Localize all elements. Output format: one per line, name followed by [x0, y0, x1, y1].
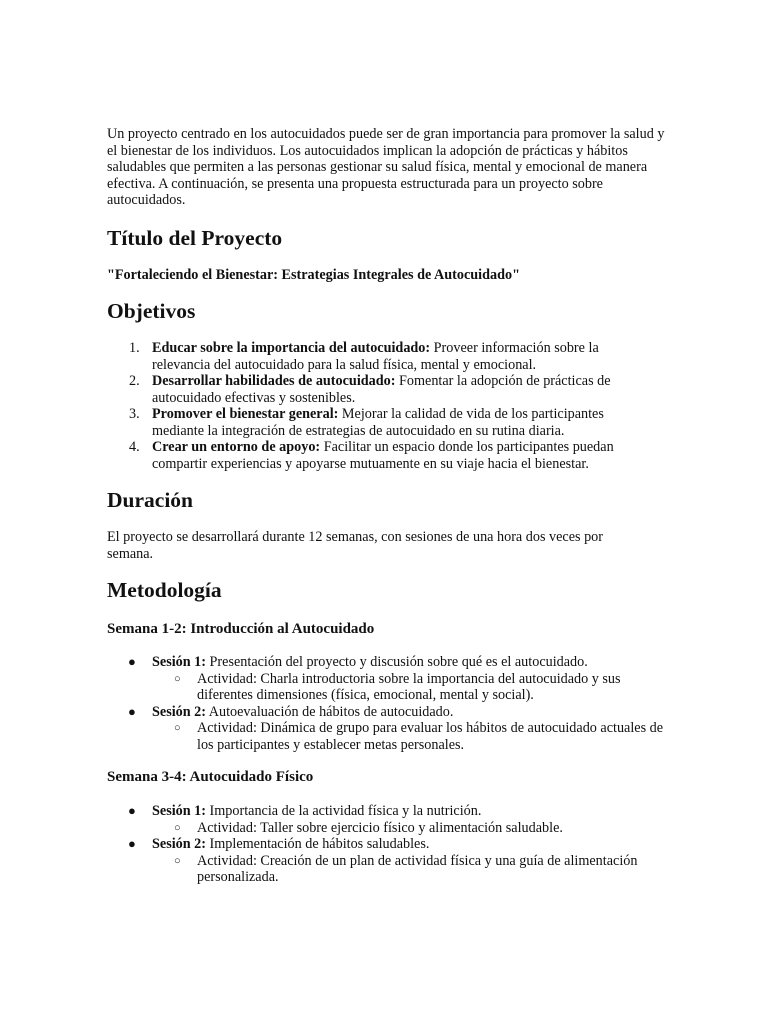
- objective-text: Mejorar la calidad de vida de los participantes mediante la integración de estrategias de autocuidado en su rutina diaria.: [152, 406, 604, 439]
- list-item: [107, 836, 667, 886]
- list-number: 2.: [129, 373, 140, 389]
- objective-label: Desarrollar habilidades de autocuidado:: [152, 373, 396, 389]
- activity-text: Actividad: Dinámica de grupo para evaluar los hábitos de autocuidado actuales de los participantes y establecer metas personales.: [197, 720, 664, 753]
- circle-bullet-icon: ○: [174, 854, 181, 867]
- circle-bullet-icon: ○: [174, 821, 181, 834]
- sessions-list: [107, 654, 667, 753]
- bullet-icon: ●: [128, 654, 136, 669]
- metodologia-heading: Metodología: [107, 578, 222, 602]
- session-label: Sesión 2:: [152, 703, 206, 720]
- activity-list: [152, 853, 667, 886]
- objective-text: Fomentar la adopción de prácticas de autocuidado efectivas y sostenibles.: [152, 373, 611, 406]
- list-item: [107, 373, 627, 406]
- session-label: Sesión 1:: [152, 654, 206, 670]
- session-text: Implementación de hábitos saludables.: [206, 836, 430, 852]
- list-item: [107, 704, 667, 754]
- circle-bullet-icon: ○: [174, 672, 181, 685]
- list-item: [107, 340, 627, 373]
- activity-list: [152, 720, 667, 753]
- activity-text: Actividad: Charla introductoria sobre la importancia del autocuidado y sus diferentes dimensiones (física, emocional, mental y social).: [197, 670, 621, 703]
- session-text: Autoevaluación de hábitos de autocuidado.: [206, 703, 454, 720]
- week-title: Semana 3-4: Autocuidado Físico: [107, 769, 314, 785]
- circle-bullet-icon: ○: [174, 722, 181, 734]
- list-item: [152, 720, 667, 753]
- objective-text: Facilitar un espacio donde los participantes puedan compartir experiencias y apoyarse mutuamente en su viaje hacia el bienestar.: [152, 439, 614, 472]
- objective-text: Proveer información sobre la relevancia del autocuidado para la salud física, mental y emocional.: [152, 340, 599, 373]
- activity-list: [152, 671, 667, 704]
- list-number: 1.: [129, 340, 140, 356]
- objective-label: Educar sobre la importancia del autocuidado:: [152, 340, 431, 356]
- sessions-list: [107, 803, 667, 886]
- project-title: [107, 267, 520, 284]
- objective-label: Promover el bienestar general:: [152, 406, 339, 422]
- list-item: [107, 654, 667, 704]
- bullet-icon: ●: [128, 836, 136, 851]
- list-number: 4.: [129, 439, 140, 455]
- list-item: [152, 853, 667, 886]
- session-label: Sesión 1:: [152, 803, 206, 819]
- objetivos-heading: Objetivos: [107, 299, 196, 323]
- duracion-text: El proyecto se desarrollará durante 12 semanas, con sesiones de una hora dos veces por semana.: [107, 529, 603, 562]
- session-text: Importancia de la actividad física y la nutrición.: [206, 803, 482, 819]
- objetivos-list: [107, 340, 627, 472]
- session-text: Presentación del proyecto y discusión sobre qué es el autocuidado.: [206, 654, 588, 670]
- activity-text: Actividad: Taller sobre ejercicio físico y alimentación saludable.: [197, 819, 563, 836]
- activity-list: [152, 820, 667, 837]
- activity-text: Actividad: Creación de un plan de actividad física y una guía de alimentación personalizada.: [197, 852, 638, 885]
- bullet-icon: ●: [128, 803, 136, 818]
- project-title-text: "Fortaleciendo el Bienestar: Estrategias Integrales de Autocuidado": [107, 267, 520, 283]
- titulo-heading: Título del Proyecto: [107, 226, 283, 250]
- list-item: [152, 671, 667, 704]
- list-item: [152, 820, 667, 837]
- list-item: [107, 406, 627, 439]
- week-title: Semana 1-2: Introducción al Autocuidado: [107, 621, 375, 637]
- bullet-icon: ●: [128, 703, 136, 719]
- list-item: [107, 803, 667, 836]
- session-label: Sesión 2:: [152, 836, 206, 852]
- intro-paragraph: Un proyecto centrado en los autocuidados puede ser de gran importancia para promover la salud y el bienestar de los individuos. Los autocuidados implican la adopción de prácticas y hábitos saludables que permiten a las personas gestionar su salud física, mental y emocional de manera efectiva. A continuación, se presenta una propuesta estructurada para un proyecto sobre autocuidados.: [107, 126, 665, 208]
- duracion-heading: Duración: [107, 488, 193, 512]
- objective-label: Crear un entorno de apoyo:: [152, 439, 321, 455]
- list-item: [107, 439, 627, 472]
- list-number: 3.: [129, 406, 140, 422]
